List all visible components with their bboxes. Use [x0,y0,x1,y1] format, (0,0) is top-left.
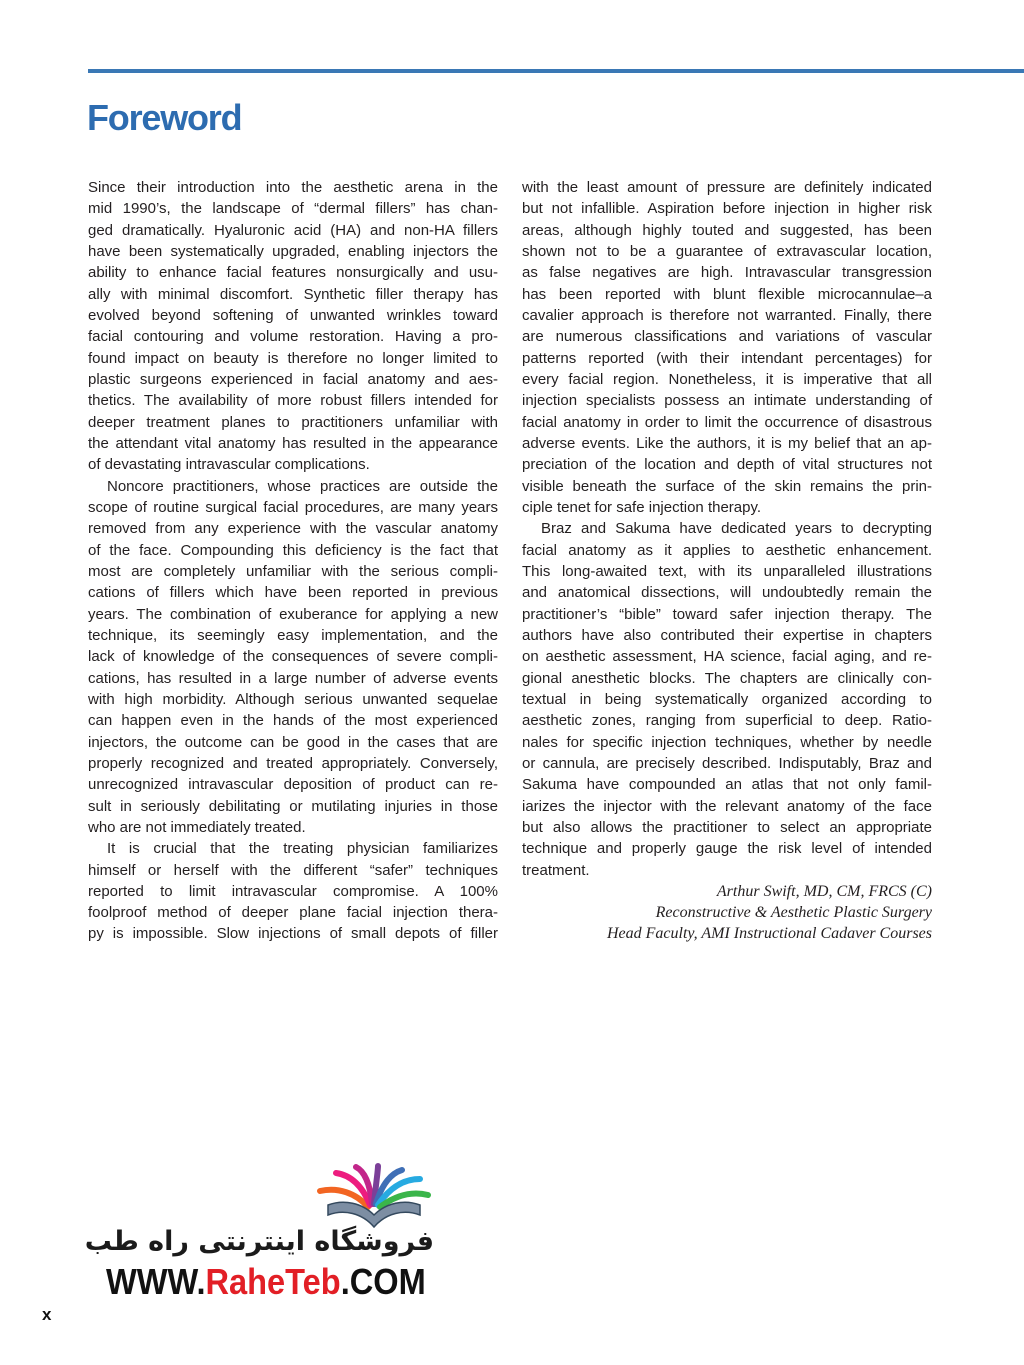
text-line: ciple tenet for safe injection therapy. [522,498,762,516]
text-line: practitioner’s “bible” toward safer injection therapy. The [522,605,932,623]
text-line: himself or herself with the different “safer” techniques [88,861,498,879]
url-suffix: .COM [340,1261,426,1302]
left-column [88,177,498,945]
text-line: but also allows the practitioner to select an appropriate [522,818,932,836]
text-line: It is crucial that the treating physician familiarizes [107,840,498,858]
paragraph [88,838,498,945]
text-line: years. The combination of exuberance for applying a new [88,605,498,623]
text-line: injectors, the outcome can be good in the cases that are [88,733,498,751]
text-line: of the face. Compounding this deficiency is the fact that [88,541,498,559]
url-prefix: WWW. [106,1261,206,1302]
page-title: Foreword [87,97,242,138]
watermark-persian-text: فروشگاه اینترنتی راه طب [84,1226,434,1257]
text-line: treatment. [522,861,590,879]
text-line: injection specialists possess an intimate understanding of [522,392,932,410]
text-line: and anatomical dissections, will undoubtedly remain the [522,584,932,602]
text-line: facial contouring and volume restoration. Having a pro- [88,328,498,346]
text-line: This long-awaited text, with its unparalleled illustrations [522,562,932,580]
text-line: with high morbidity. Although serious unwanted sequelae [88,690,498,708]
right-column-paragraphs [522,177,932,881]
text-line: facial anatomy in order to limit the occurrence of disastrous [522,413,932,431]
text-line: technique and properly gauge the risk level of intended [522,840,932,858]
text-line: most are completely unfamiliar with the serious compli- [88,562,498,580]
text-line: has been reported with blunt flexible microcannulae–a [522,285,932,303]
text-line: patterns reported (with their intendant percentages) for [522,349,932,367]
text-line: as false negatives are high. Intravascular transgression [522,264,932,282]
text-line: reported to limit intravascular compromise. A 100% [88,882,498,900]
text-line: sult in seriously debilitating or mutilating injuries in those [88,797,498,815]
text-line: iarizes the injector with the relevant anatomy of the face [522,797,932,815]
text-line: py is impossible. Slow injections of small depots of filler [88,925,498,943]
text-line: foolproof method of deeper plane facial injection thera- [88,904,498,922]
text-line: Noncore practitioners, whose practices are outside the [107,477,498,495]
text-line: thetics. The availability of more robust fillers intended for [88,392,498,410]
text-line: Braz and Sakuma have dedicated years to decrypting [541,520,932,538]
text-line: Since their introduction into the aesthetic arena in the [88,179,498,196]
rainbow-pages [320,1166,428,1207]
text-line: areas, although highly touted and suggested, has been [522,221,932,239]
text-line: nales for specific injection techniques, whether by needle [522,733,932,751]
text-line: evolved beyond softening of unwanted wrinkles toward [88,306,498,324]
text-line: facial anatomy as it applies to aesthetic enhancement. [522,541,932,559]
text-line: preciation of the location and depth of vital structures not [522,456,932,474]
text-line: ged dramatically. Hyaluronic acid (HA) and non-HA fillers [88,221,498,239]
text-line: removed from any experience with the vascular anatomy [88,520,498,538]
text-line: or cannula, are precisely described. Indisputably, Braz and [522,754,932,772]
text-line: scope of routine surgical facial procedures, are many years [88,498,498,516]
signature-block [522,881,932,945]
text-line: technique, its seemingly easy implementation, and the [88,626,498,644]
text-line: mid 1990’s, the landscape of “dermal fillers” has chan- [88,200,498,218]
paragraph [88,476,498,839]
text-line: ally with minimal discomfort. Synthetic filler therapy has [88,285,498,303]
page-number: x [42,1305,52,1324]
text-line: every facial region. Nonetheless, it is imperative that all [522,370,932,388]
text-line: can happen even in the hands of the most experienced [88,712,498,730]
signature-title: Reconstructive & Aesthetic Plastic Surgery [655,904,932,922]
text-line: authors have also contributed their expertise in chapters [522,626,932,644]
text-line: textual in being systematically organized according to [522,690,932,708]
text-line: shown not to be a guarantee of extravascular location, [522,242,932,260]
watermark-url [106,1262,426,1302]
paragraph [522,177,932,518]
text-line: plastic surgeons experienced in facial anatomy and aes- [88,370,498,388]
text-line: cavalier approach is therefore not warranted. Finally, there [522,306,932,324]
text-line: Sakuma have compounded an atlas that not only famil- [522,776,932,794]
signature-affiliation: Head Faculty, AMI Instructional Cadaver Courses [607,925,932,943]
text-line: gional anesthetic blocks. The chapters are clinically con- [522,669,932,687]
text-line: are numerous classifications and variations of vascular [522,328,932,346]
text-line: adverse events. Like the authors, it is my belief that an ap- [522,434,932,452]
text-line: of devastating intravascular complications. [88,456,370,474]
signature-name: Arthur Swift, MD, CM, FRCS (C) [716,882,932,900]
text-line: but not infallible. Aspiration before injection in higher risk [522,200,932,218]
header-rule [88,69,1024,73]
right-column [522,177,932,945]
text-line: unrecognized intravascular deposition of product can re- [88,776,498,794]
paragraph [522,518,932,881]
text-line: on aesthetic assessment, HA science, facial aging, and re- [522,648,932,666]
text-line: ability to enhance facial features nonsurgically and usu- [88,264,498,282]
open-book-logo-icon [316,1163,432,1229]
text-line: cations of fillers which have been reported in previous [88,584,498,602]
text-line: aesthetic zones, ranging from superficial to deep. Ratio- [522,712,932,730]
url-brand: RaheTeb [205,1261,341,1302]
text-line: who are not immediately treated. [88,818,306,836]
text-line: have been systematically upgraded, enabling injectors the [88,242,498,260]
text-line: lack of knowledge of the consequences of severe compli- [88,648,498,666]
text-line: with the least amount of pressure are definitely indicated [522,179,932,196]
text-line: found impact on beauty is therefore no longer limited to [88,349,498,367]
text-line: cations, has resulted in a large number of adverse events [88,669,498,687]
text-line: visible beneath the surface of the skin remains the prin- [522,477,932,495]
text-line: properly recognized and treated appropriately. Conversely, [88,754,498,772]
text-line: the attendant vital anatomy has resulted in the appearance [88,434,498,452]
text-line: deeper treatment planes to practitioners unfamiliar with [88,413,498,431]
paragraph [88,177,498,476]
